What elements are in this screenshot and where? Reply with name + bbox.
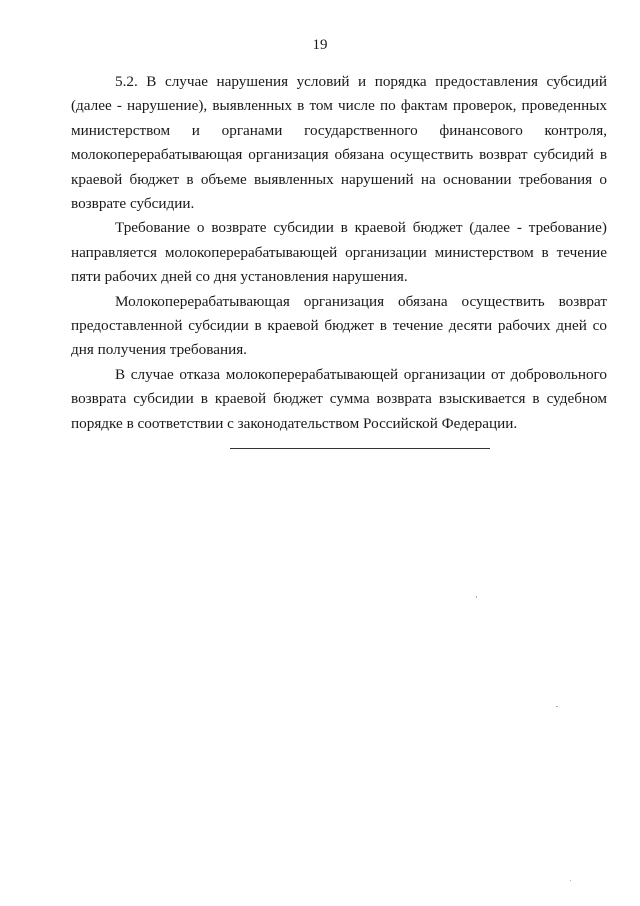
page-number: 19	[312, 37, 328, 53]
document-body	[71, 70, 607, 436]
scan-speck	[556, 706, 558, 707]
scan-speck	[476, 596, 477, 598]
paragraph-5-2-refund-obligation: 5.2. В случае нарушения условий и порядка предоставления субсидий (далее - нарушение), выявленных в том числе по фактам проверок, проведенных министерством и органами государственного финансового контроля, молокоперерабатывающая организация обязана осуществить возврат субсидий в краевой бюджет в объеме выявленных нарушений на основании требования о возврате субсидии.	[71, 73, 607, 213]
paragraph-court-recovery: В случае отказа молокоперерабатывающей организации от добровольного возврата субсидии в краевой бюджет сумма возврата взыскивается в судебном порядке в соответствии с законодательством Российской Федерации.	[71, 365, 607, 432]
paragraph-refund-deadline: Молокоперерабатывающая организация обязана осуществить возврат предоставленной субсидии в краевой бюджет в течение десяти рабочих дней со дня получения требования.	[71, 292, 607, 359]
end-of-text-divider	[230, 448, 490, 449]
scan-speck	[570, 880, 571, 881]
paragraph-refund-demand: Требование о возврате субсидии в краевой бюджет (далее - требование) направляется молокоперерабатывающей организации министерством в течение пяти рабочих дней со дня установления нарушения.	[71, 219, 607, 286]
